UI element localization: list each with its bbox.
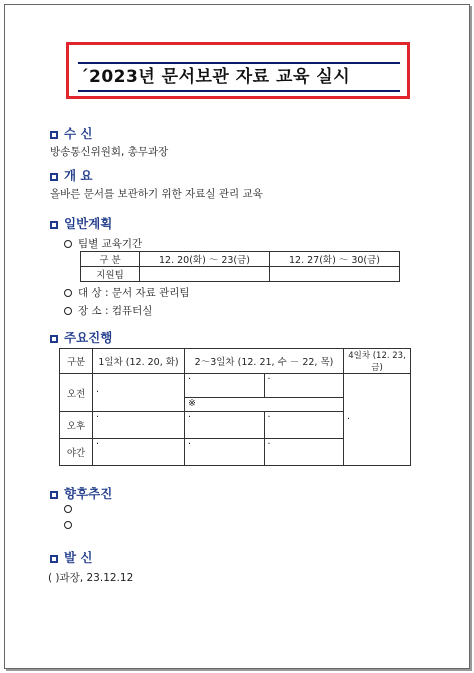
table-cell: · <box>264 412 344 439</box>
section-progress: 주요진행 <box>50 328 112 346</box>
table-row <box>81 267 400 282</box>
title-bottom-rule <box>78 90 400 92</box>
table-cell: · <box>185 439 265 466</box>
section-recipient: 수 신 <box>50 124 93 142</box>
table-row <box>60 374 411 398</box>
table-cell: · <box>93 412 185 439</box>
circle-bullet-icon <box>64 307 72 315</box>
table-cell: 오전 <box>60 374 93 412</box>
section-future: 향후추진 <box>50 484 112 502</box>
section-sender: 발 신 <box>50 548 93 566</box>
table-cell <box>140 267 270 282</box>
progress-table <box>59 348 411 466</box>
square-bullet-icon <box>50 173 58 181</box>
section-plan: 일반계획 <box>50 214 112 232</box>
table-row <box>60 349 411 374</box>
table-cell: · <box>264 374 344 398</box>
table-cell: · <box>185 374 265 398</box>
document-title: ´2023년 문서보관 자료 교육 실시 <box>80 67 351 87</box>
table-cell: · <box>93 439 185 466</box>
table-cell: 4일차 (12. 23, 금) <box>344 349 411 374</box>
section-overview: 개 요 <box>50 166 93 184</box>
table-cell: 1일차 (12. 20, 화) <box>93 349 185 374</box>
table-cell: ※ <box>185 398 344 412</box>
table-cell: · <box>185 412 265 439</box>
square-bullet-icon <box>50 131 58 139</box>
square-bullet-icon <box>50 555 58 563</box>
plan-item: 팀별 교육기간 <box>64 236 142 251</box>
plan-item: 대 상 : 문서 자료 관리팀 <box>64 285 190 300</box>
future-item <box>64 503 78 515</box>
circle-bullet-icon <box>64 289 72 297</box>
table-cell: 지원팀 <box>81 267 140 282</box>
sender-text: ( )과장, 23.12.12 <box>48 572 134 584</box>
plan-item: 장 소 : 컴퓨터실 <box>64 303 152 318</box>
schedule-table <box>80 251 400 282</box>
table-cell: 야간 <box>60 439 93 466</box>
table-cell: 오후 <box>60 412 93 439</box>
table-cell: 구 분 <box>81 252 140 267</box>
recipient-text: 방송통신위원회, 총무과장 <box>50 146 169 158</box>
circle-bullet-icon <box>64 505 72 513</box>
circle-bullet-icon <box>64 240 72 248</box>
table-cell <box>270 267 400 282</box>
table-cell: · <box>93 374 185 412</box>
table-cell: 12. 20(화) ～ 23(금) <box>140 252 270 267</box>
table-row <box>81 252 400 267</box>
future-item <box>64 519 78 531</box>
table-cell: · <box>344 374 411 466</box>
square-bullet-icon <box>50 221 58 229</box>
square-bullet-icon <box>50 491 58 499</box>
table-cell: · <box>264 439 344 466</box>
square-bullet-icon <box>50 335 58 343</box>
table-cell: 12. 27(화) ～ 30(금) <box>270 252 400 267</box>
circle-bullet-icon <box>64 521 72 529</box>
table-cell: 구분 <box>60 349 93 374</box>
table-cell: 2～3일차 (12. 21, 수 － 22, 목) <box>185 349 344 374</box>
overview-text: 올바른 문서를 보관하기 위한 자료실 관리 교육 <box>50 188 263 200</box>
